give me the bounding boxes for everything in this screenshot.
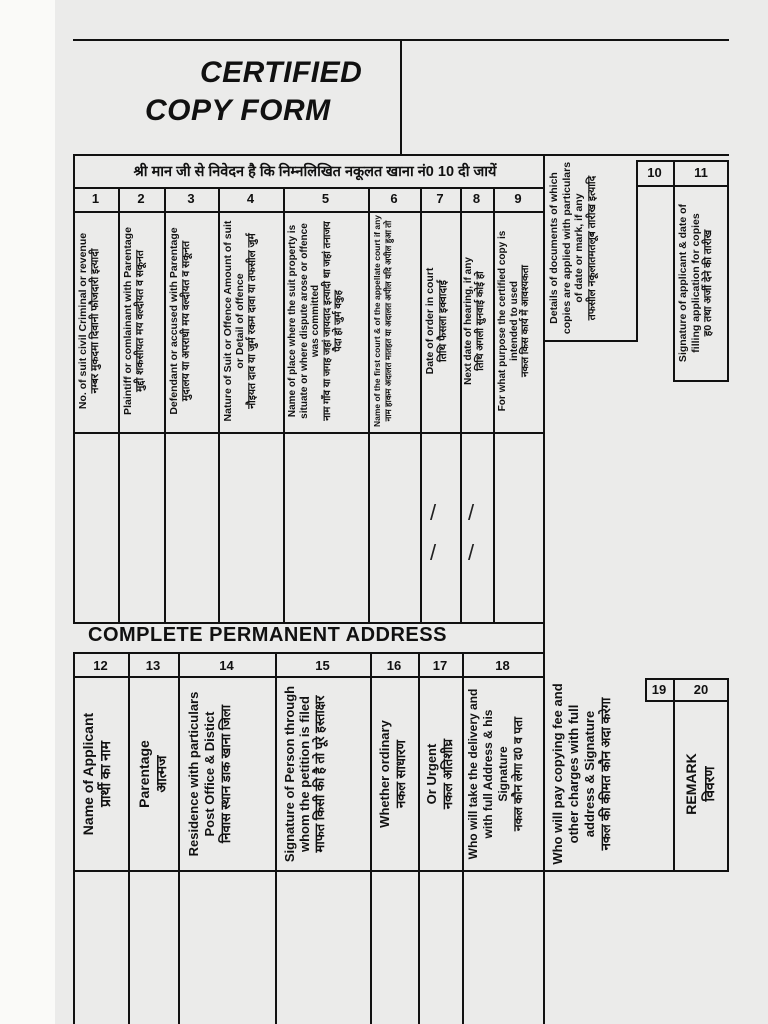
rule [73, 154, 75, 624]
col-header-3-en: Defendant or accused with Parentage [168, 227, 180, 415]
col-header-10-en: Details of documents of which copies are applied with particulars of date or mark, if any [548, 161, 585, 335]
col-header-17-hi: नकल अतिशीघ्र [440, 738, 455, 810]
col-number-11: 11 [694, 165, 708, 180]
rule [645, 678, 729, 680]
rule [420, 187, 422, 624]
rule [73, 870, 729, 872]
col-header-6-hi: नाम हाकम अदालत मातहत या अदालत अपील यदि अपील हुआ तो [383, 220, 393, 422]
col-header-6 [372, 214, 394, 428]
rule [400, 39, 402, 154]
col-header-5-en: Name of place where the suit property is situate or where dispute arose or offence was committed [287, 223, 321, 419]
col-header-17 [424, 682, 456, 866]
col-header-20-hi: विवरण [701, 766, 717, 802]
rule [673, 678, 675, 870]
col-header-16-hi: नकल साधारण [393, 740, 408, 808]
rule [370, 652, 372, 1024]
col-header-2-en: Plaintiff or comlainant with Parentage [122, 227, 134, 415]
rule [73, 211, 543, 213]
col-header-15-hi: माफत किसी की है तो पूरे हस्ताक्षर [312, 695, 327, 853]
col-header-19-hi: नकल की कीमत कौन अदा करेगा [598, 697, 613, 851]
col-header-8 [463, 214, 487, 428]
section-title-permanent-address: COMPLETE PERMANENT ADDRESS [88, 624, 447, 646]
col-header-4-hi: नौइयत दाव या जुर्म रकम दावा या तफसील जुर्म [246, 233, 258, 409]
col-number-15: 15 [315, 658, 330, 673]
rule [727, 678, 729, 870]
rule [283, 187, 285, 624]
tick-mark: / [468, 540, 475, 565]
form-title-line1: CERTIFIED [200, 56, 363, 89]
col-header-9 [497, 214, 532, 428]
col-header-2 [122, 214, 146, 428]
rule [368, 187, 370, 624]
col-header-18 [466, 682, 526, 866]
col-header-6-en: Name of the first court & of the appellate court if any [372, 214, 382, 428]
rule [218, 187, 220, 624]
col-number-12: 12 [93, 658, 108, 673]
col-number-5: 5 [321, 191, 330, 206]
col-header-14-en: Residence with particulars Post Office & Distict [186, 691, 217, 857]
col-number-13: 13 [145, 658, 161, 673]
rule [543, 340, 638, 342]
col-number-1: 1 [91, 191, 100, 206]
col-header-7 [424, 214, 450, 428]
col-header-15-en: Signature of Person through whom the petition is filed [282, 685, 312, 863]
rule [727, 160, 729, 380]
col-header-10 [548, 160, 598, 336]
col-header-18-en: Who will take the delivery and with full Address & his Signature [466, 688, 510, 860]
rule [543, 154, 545, 879]
col-header-3-hi: मुदालय या अपराधी मय वल्दीयत व सकूनत [180, 240, 192, 402]
col-number-14: 14 [219, 658, 234, 673]
col-header-13 [136, 682, 170, 866]
col-header-15 [282, 682, 327, 866]
rule [164, 187, 166, 624]
rule [462, 652, 464, 1024]
col-header-7-en: Date of order in court [424, 267, 436, 375]
col-header-1-en: No. of suit civil Criminal or revenue [77, 232, 89, 410]
col-header-4 [222, 214, 258, 428]
col-header-20 [682, 702, 718, 866]
rule [636, 160, 729, 162]
rule [275, 652, 277, 1024]
col-header-12-hi: प्रार्थी का नाम [97, 740, 113, 808]
tick-mark: / [430, 500, 437, 525]
col-header-4-en: Nature of Suit or Offence Amount of suit or Detail of offence [222, 220, 246, 422]
col-header-13-en: Parentage [136, 740, 152, 808]
col-header-12 [80, 682, 114, 866]
col-number-7: 7 [436, 191, 444, 206]
col-number-8: 8 [472, 191, 481, 206]
col-header-16 [377, 682, 409, 866]
rule [118, 187, 120, 624]
col-number-17: 17 [432, 658, 448, 673]
rule [73, 652, 75, 1024]
col-header-5 [287, 214, 345, 428]
col-header-16-en: Whether ordinary [377, 720, 392, 828]
col-number-3: 3 [187, 191, 195, 206]
rule [73, 676, 545, 678]
col-header-11-hi: ह0 तथा अर्जी देने की तारीख [702, 229, 714, 337]
col-header-20-en: REMARK [683, 753, 699, 815]
col-number-18: 18 [495, 658, 510, 673]
rule [73, 154, 729, 156]
rule [543, 870, 545, 1024]
hindi-request-header: श्री मान जी से निवेदन है कि निम्नलिखित नकूलत खाना नं0 10 दी जायें [133, 164, 497, 180]
col-header-9-hi: नकल किस कार्य में आवश्यकता [520, 265, 531, 378]
col-number-20: 20 [693, 682, 709, 697]
col-number-9: 9 [514, 191, 522, 206]
col-number-19: 19 [651, 682, 667, 697]
col-header-10-hi: तफसील नकूलातमतलूब तारीख इत्यादि [585, 175, 598, 321]
rule [73, 652, 545, 654]
col-header-11 [677, 190, 715, 376]
rule [460, 187, 462, 624]
col-header-8-en: Next date of hearing, if any [463, 257, 474, 385]
col-header-18-hi: नकल कौन लेगा द0 व पता [511, 716, 525, 832]
col-header-12-en: Name of Applicant [80, 712, 96, 836]
col-header-3 [168, 214, 192, 428]
page-left-margin [0, 0, 55, 1024]
col-number-4: 4 [246, 191, 255, 206]
rule [128, 652, 130, 1024]
col-header-14-hi: निवास स्थान डाक खाना जिला [218, 704, 233, 844]
col-header-8-hi: तिथि अगली सुनवाई कोई हो [475, 271, 486, 371]
rule [636, 160, 638, 340]
col-header-1-hi: नम्बर मुकदमा दिवानी फौजदारी इत्यादी [89, 248, 101, 394]
form-title-line2: COPY FORM [145, 94, 331, 127]
col-header-2-hi: मुद्दी शकसीयत मय वल्दीयत व सकूनत [134, 250, 146, 392]
rule [673, 160, 675, 380]
col-number-10: 10 [647, 165, 662, 180]
rule [73, 187, 543, 189]
col-number-6: 6 [390, 191, 398, 206]
col-header-14 [186, 682, 234, 866]
col-number-2: 2 [137, 191, 145, 206]
rule [73, 432, 543, 434]
rule [493, 187, 495, 624]
col-number-16: 16 [386, 658, 402, 673]
tick-mark: / [430, 540, 437, 565]
col-header-11-en: Signature of applicant & date of filling application for copies [677, 203, 702, 363]
tick-mark: / [468, 500, 475, 525]
col-header-13-hi: आत्मज [153, 755, 169, 793]
col-header-7-hi: तिथि फैसला इक्वादाई [437, 280, 449, 362]
col-header-17-en: Or Urgent [424, 743, 439, 805]
col-header-5-hi: नाम गाँव या जगह जहां जायदाद इत्यादी था जहां तनाजय पैदा हो जुर्म वकुह [321, 221, 344, 421]
col-header-9-en: For what purpose the certified copy is intended to used [497, 230, 520, 412]
col-header-19 [550, 682, 614, 866]
rule [673, 380, 729, 382]
rule [418, 652, 420, 1024]
col-header-19-en: Who will pay copying fee and other charges with full address & Signature [550, 683, 597, 865]
rule [178, 652, 180, 1024]
col-header-1 [77, 214, 101, 428]
rule [636, 185, 729, 187]
